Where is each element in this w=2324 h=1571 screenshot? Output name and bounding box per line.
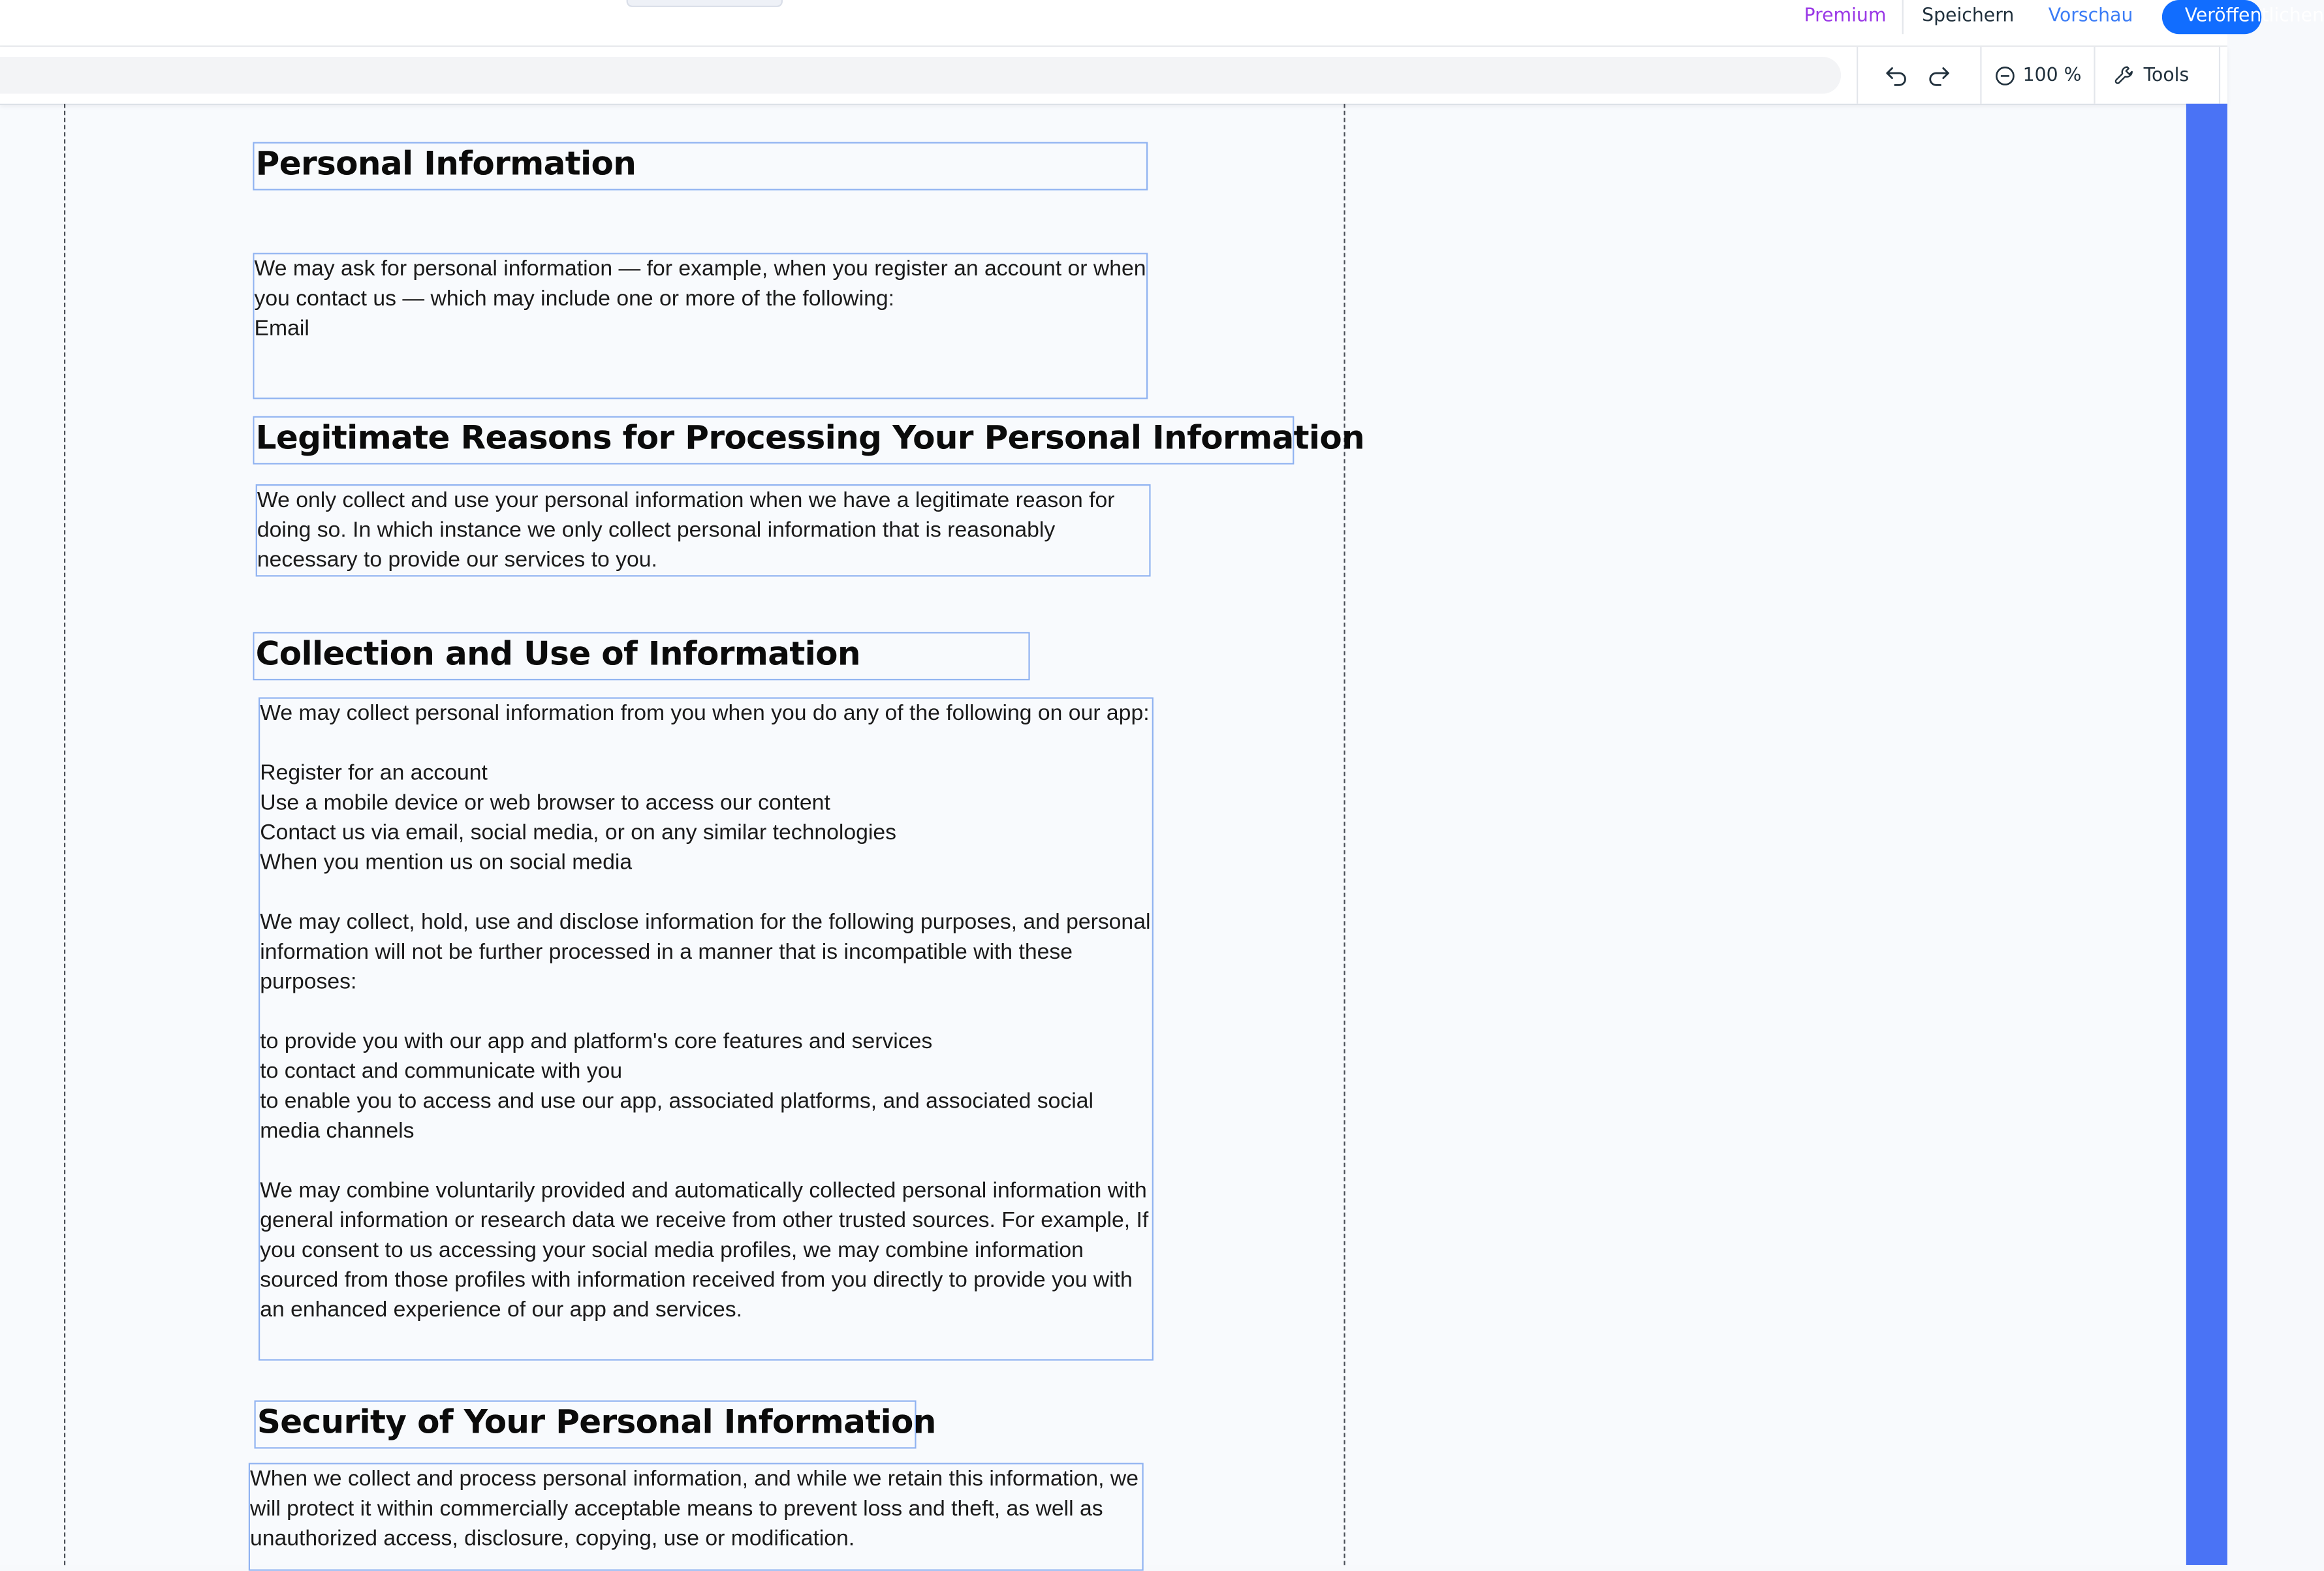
tools-button[interactable] bbox=[2114, 58, 2202, 92]
zoom-button[interactable] bbox=[1994, 58, 2080, 92]
wrench-icon bbox=[2114, 64, 2137, 87]
tools-label: Tools bbox=[2143, 65, 2190, 86]
header-divider bbox=[1902, 0, 1904, 34]
redo-button[interactable] bbox=[1921, 58, 1958, 92]
zoom-out-icon bbox=[1994, 65, 2016, 86]
publish-button[interactable]: Veröffentlichen bbox=[2162, 0, 2261, 34]
preview-button[interactable]: Vorschau bbox=[2048, 5, 2133, 27]
toolbar-divider bbox=[1857, 47, 1858, 104]
text-security[interactable]: When we collect and process personal information, and while we retain this information, we will protect it within commercially acceptable means to prevent loss and theft, as well as unauthorized access, disclosure, copying, use or modification. bbox=[249, 1463, 1144, 1570]
undo-icon bbox=[1883, 63, 1909, 88]
heading-legitimate-reasons[interactable]: Legitimate Reasons for Processing Your Personal Information bbox=[253, 416, 1294, 465]
right-gridline bbox=[1343, 104, 1345, 1565]
top-tab-stub[interactable] bbox=[627, 0, 783, 7]
toolbar-divider bbox=[2219, 47, 2220, 104]
premium-link[interactable]: Premium bbox=[1804, 5, 1887, 27]
zoom-label: 100 % bbox=[2022, 65, 2082, 86]
text-collection-use[interactable]: We may collect personal information from you when you do any of the following on our app: Register for an account Use a mobile device or web browser to access our content Contact us via email, social media, or on any similar technologies When you mention us on social media We may collect, hold, use and disclose information for the following purposes, and personal information will not be further processed in a manner that is incompatible with these purposes: to provide you with our app and platform's core features and services to contact and communicate with you to enable you to access and use our app, associated platforms, and associated social media channels We may combine voluntarily provided and automatically collected personal information with general information or research data we receive from other trusted sources. For example, If you consent to us accessing your social media profiles, we may combine information sourced from those profiles with information received from you directly to provide you with an enhanced experience of our app and services. bbox=[259, 697, 1154, 1360]
toolbar-divider bbox=[2094, 47, 2095, 104]
text-legitimate-reasons[interactable]: We only collect and use your personal information when we have a legitimate reason for doing so. In which instance we only collect personal information that is reasonably necessary to provide our services to you. bbox=[256, 484, 1151, 576]
save-button[interactable]: Speichern bbox=[1922, 5, 2015, 27]
site-url-bar[interactable] bbox=[0, 57, 1841, 94]
heading-security[interactable]: Security of Your Personal Information bbox=[255, 1401, 917, 1449]
text-personal-information[interactable]: We may ask for personal information — for example, when you register an account or when you contact us — which may include one or more of the following: Email bbox=[253, 253, 1148, 399]
toolbar-divider bbox=[1980, 47, 1981, 104]
heading-personal-information[interactable]: Personal Information bbox=[253, 142, 1148, 191]
editor-toolbar bbox=[0, 47, 2227, 105]
top-header bbox=[0, 0, 2324, 47]
heading-collection-use[interactable]: Collection and Use of Information bbox=[253, 632, 1029, 680]
redo-icon bbox=[1926, 63, 1952, 88]
undo-button[interactable] bbox=[1878, 58, 1915, 92]
side-panel-strip[interactable] bbox=[2186, 104, 2227, 1565]
left-gridline bbox=[64, 104, 65, 1565]
